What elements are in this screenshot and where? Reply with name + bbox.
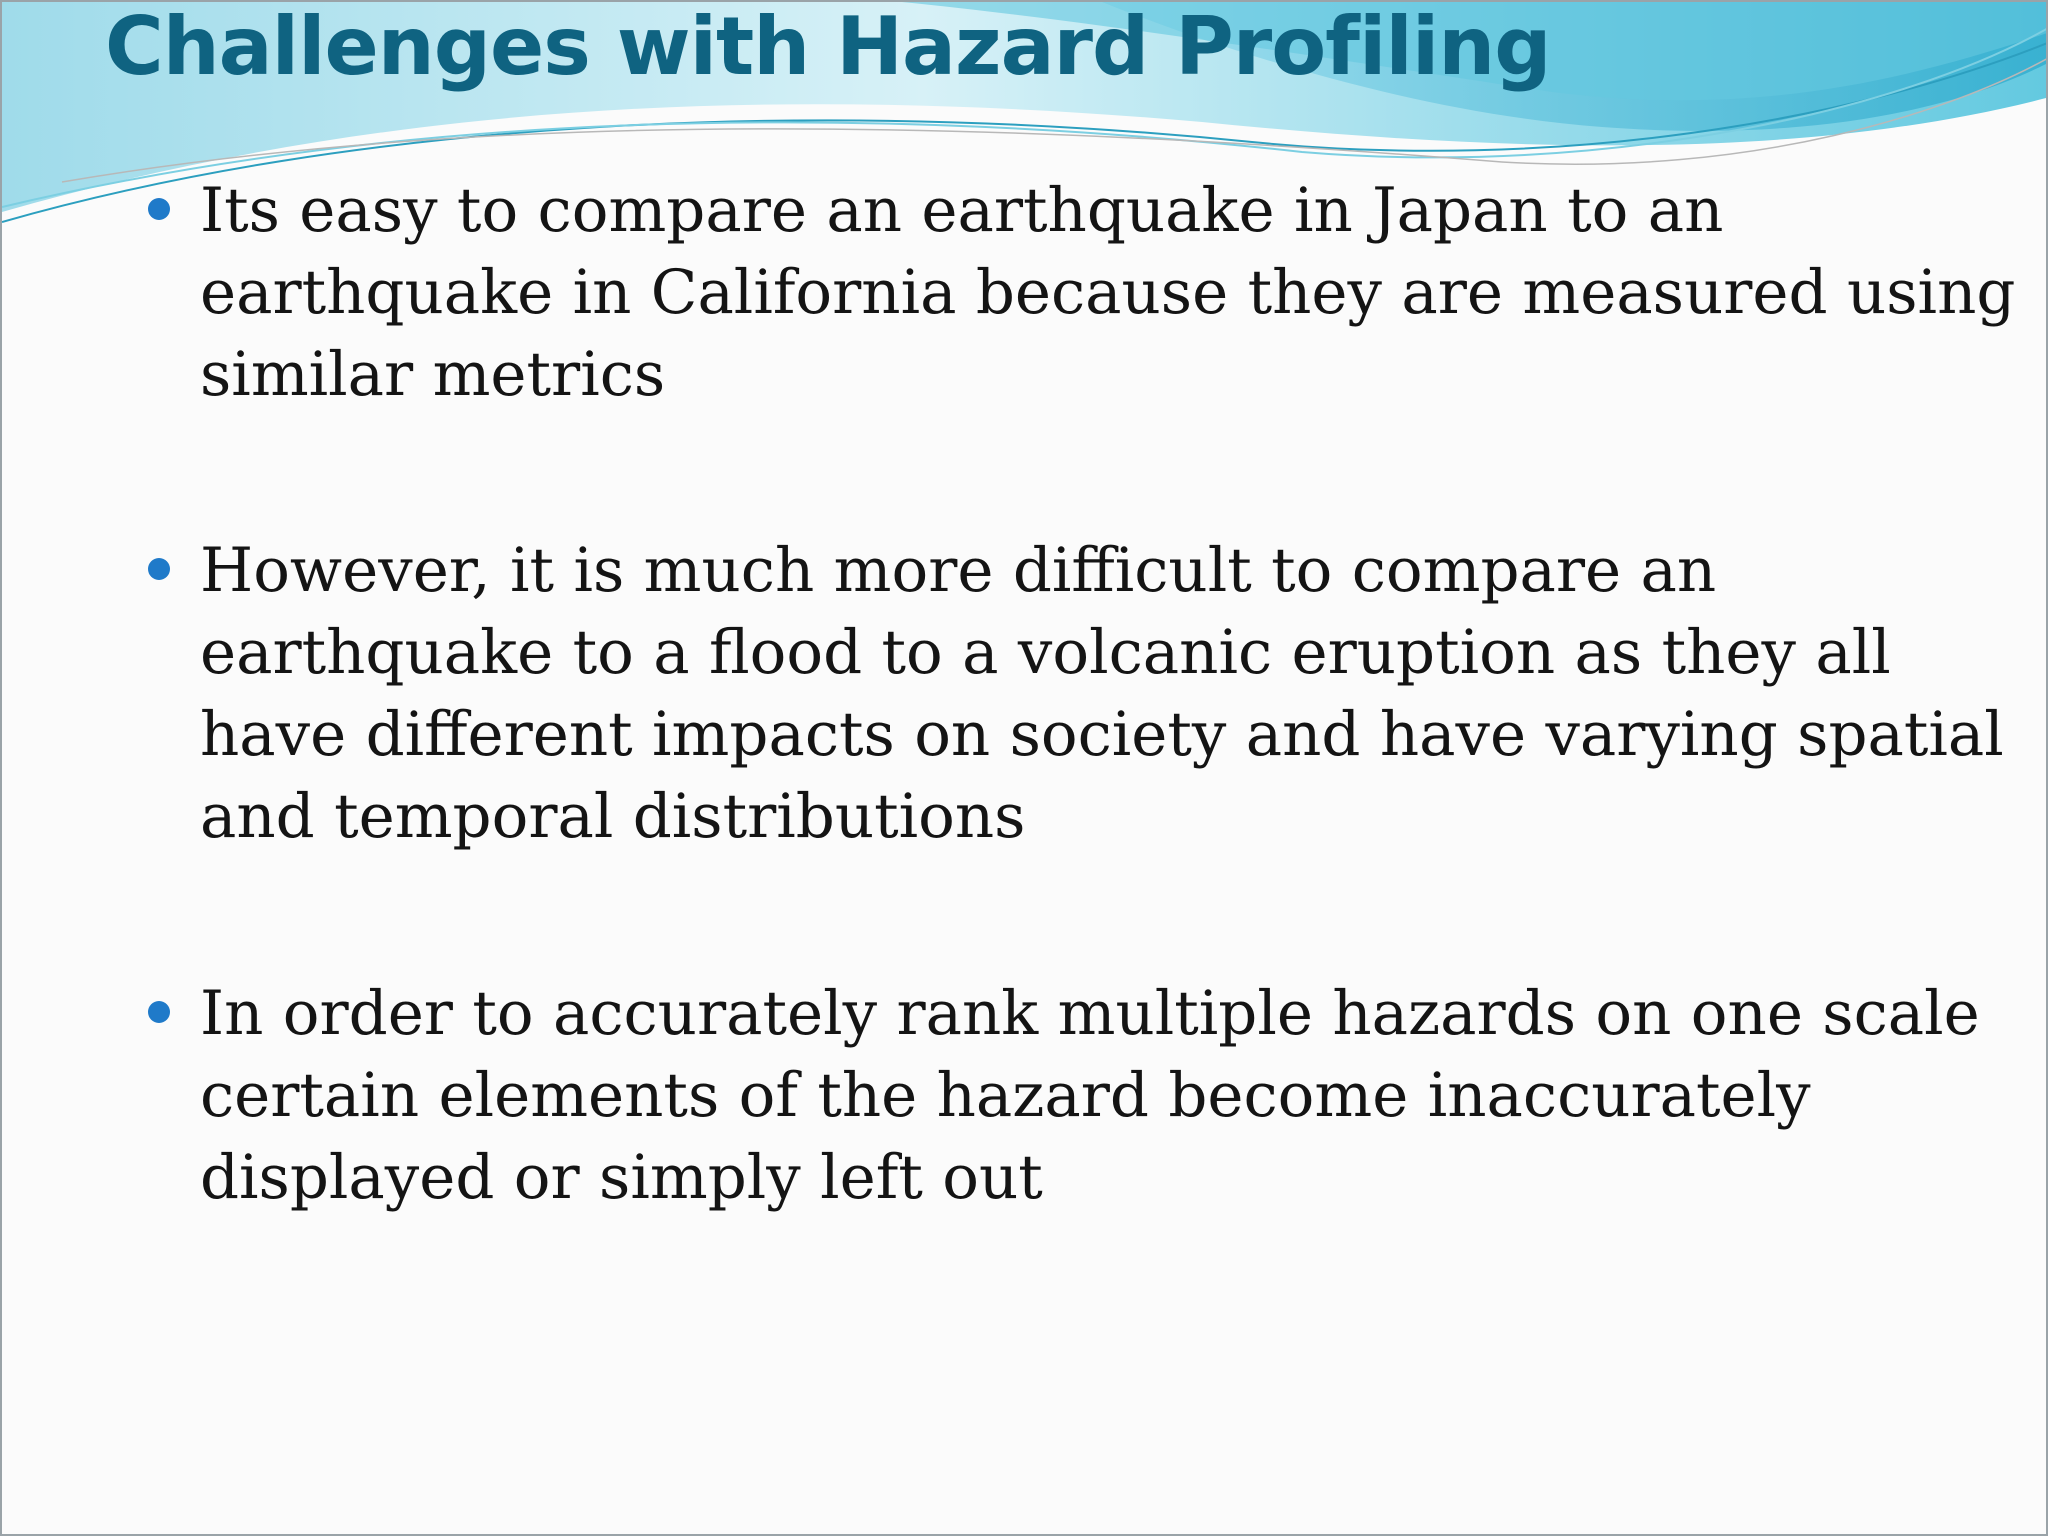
bullet-line: However, it is much more difficult to compare an	[200, 535, 1717, 606]
bullet-line: displayed or simply left out	[200, 1142, 1043, 1213]
bullet-line: earthquake to a flood to a volcanic eruption as they all	[200, 617, 1891, 688]
bullet-line: have different impacts on society and have varying spatial	[200, 699, 2004, 770]
bullet-line: and temporal distributions	[200, 781, 1026, 852]
bullet-text	[200, 973, 2048, 1219]
bullet-line: Its easy to compare an earthquake in Japan to an	[200, 175, 1724, 246]
bullet-text	[200, 530, 2048, 858]
slide-title: Challenges with Hazard Profiling	[105, 0, 1551, 93]
round-bullet-icon	[148, 558, 170, 580]
bullet-list	[2, 2, 2048, 1536]
round-bullet-icon	[148, 198, 170, 220]
bullet-text	[200, 170, 2048, 416]
bullet-line: In order to accurately rank multiple hazards on one scale	[200, 978, 1980, 1049]
bullet-line: certain elements of the hazard become inaccurately	[200, 1060, 1811, 1131]
round-bullet-icon	[148, 1001, 170, 1023]
bullet-line: earthquake in California because they are measured using	[200, 257, 2016, 328]
bullet-line: similar metrics	[200, 339, 666, 410]
